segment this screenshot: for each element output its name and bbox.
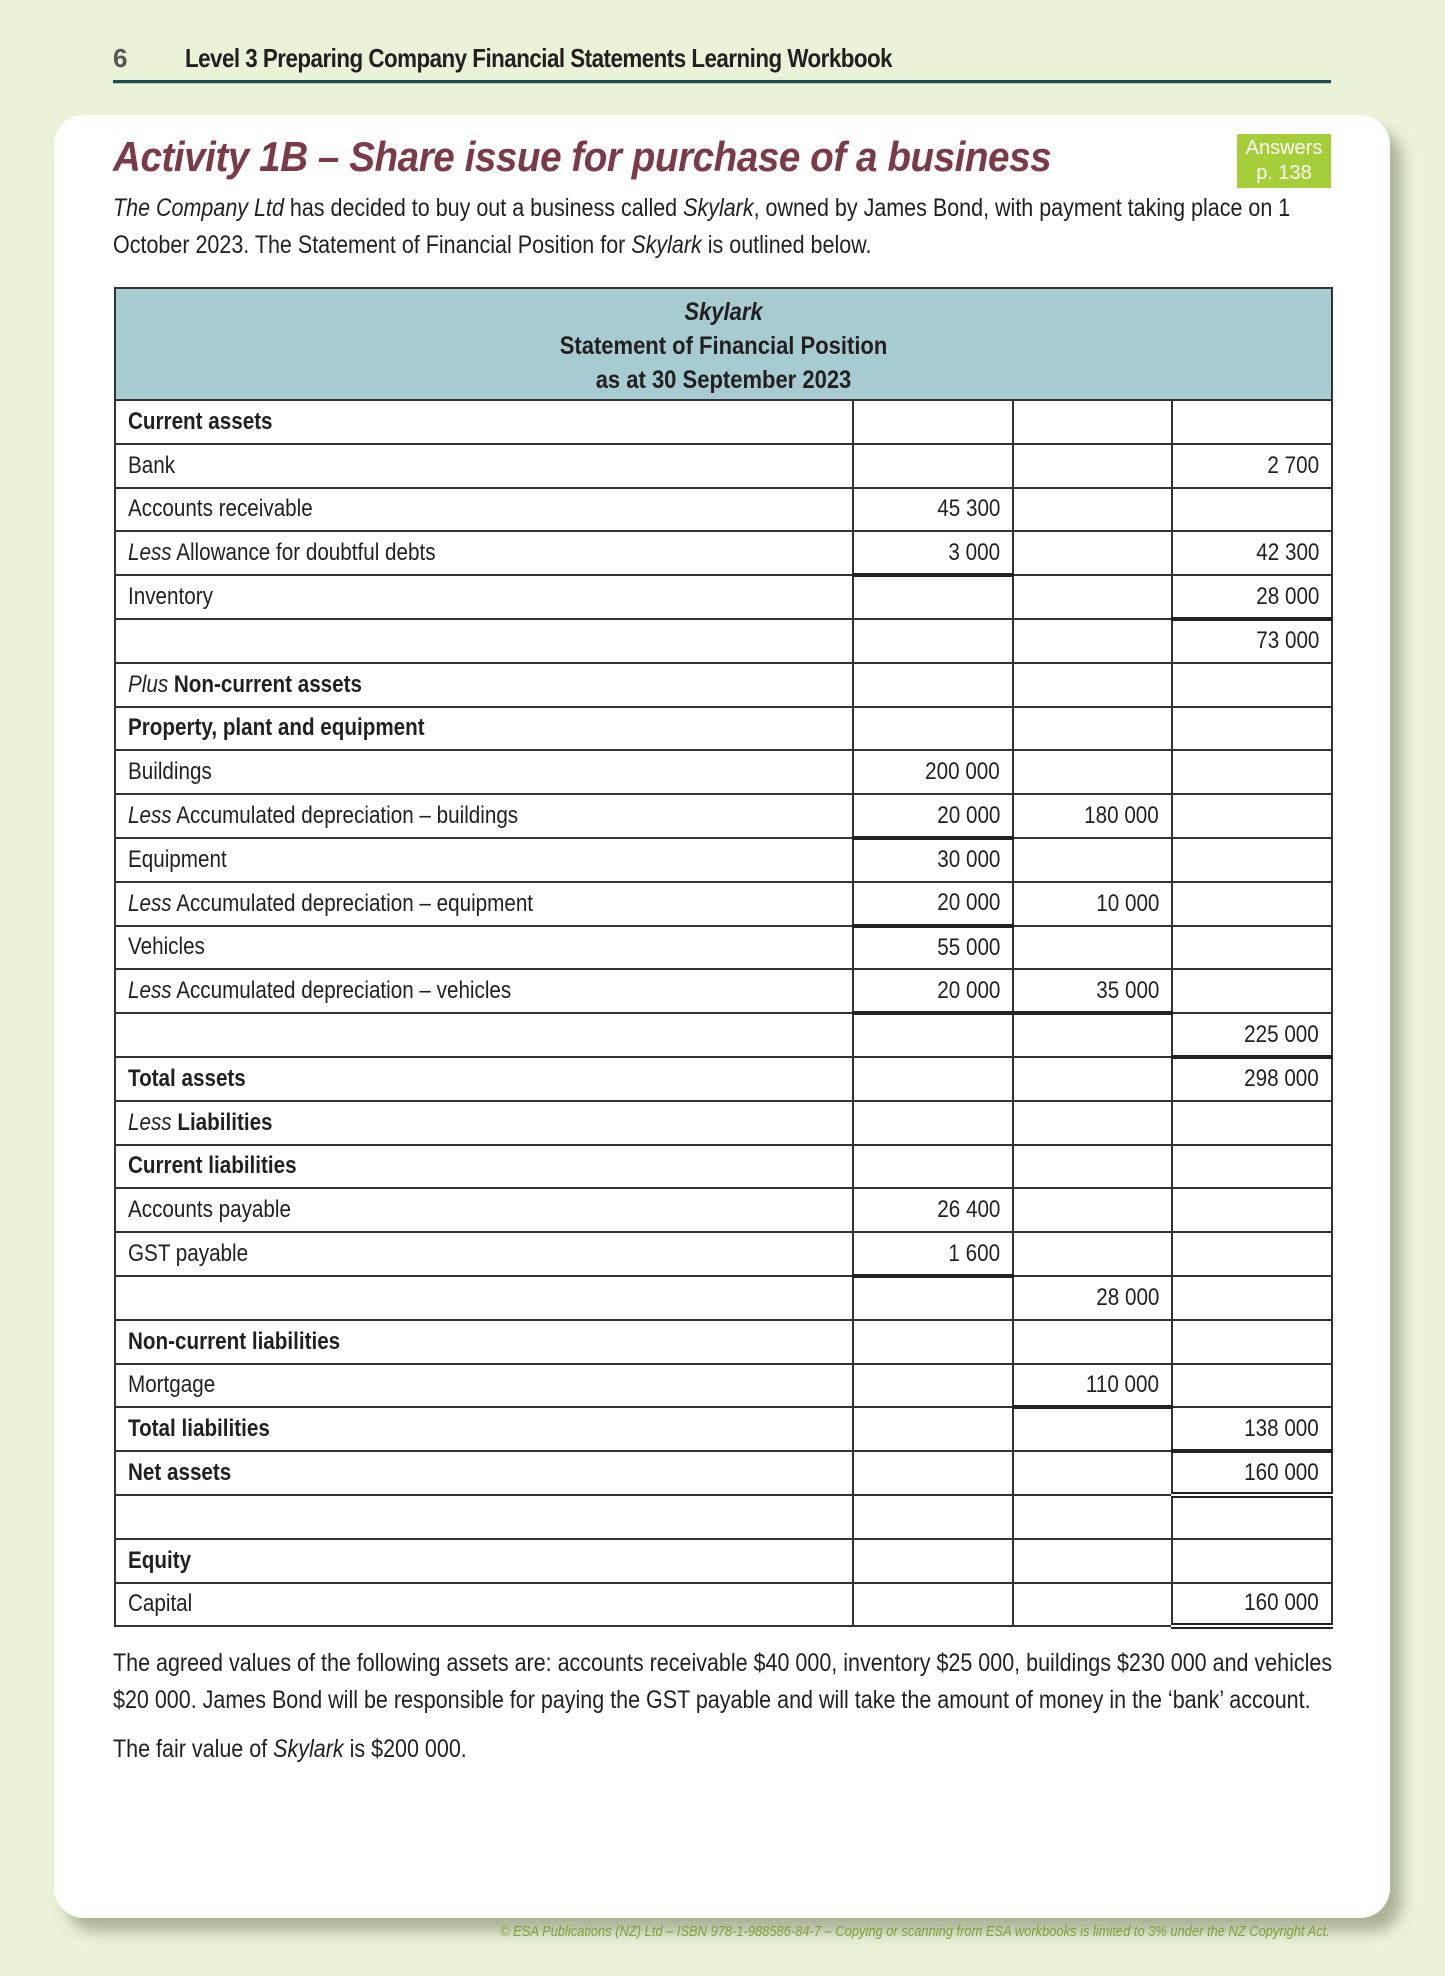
amount-cell-col2 xyxy=(1013,882,1172,926)
table-row xyxy=(115,838,1332,882)
row-label xyxy=(115,707,853,751)
table-row xyxy=(115,794,1332,838)
amount-value: 298 000 xyxy=(1244,1065,1320,1093)
business-name: Skylark xyxy=(273,1735,344,1763)
row-label-text: Accounts receivable xyxy=(128,495,313,523)
row-label xyxy=(115,1276,853,1320)
amount-cell-col2 xyxy=(1013,1583,1172,1627)
amount-cell-col2 xyxy=(1013,794,1172,838)
row-label xyxy=(115,1145,853,1189)
statement-date: as at 30 September 2023 xyxy=(595,366,852,394)
row-label-text: Property, plant and equipment xyxy=(128,714,425,742)
amount-cell-col1 xyxy=(853,663,1013,707)
row-label xyxy=(115,1057,853,1101)
table-row xyxy=(115,488,1332,532)
amount-cell-col2 xyxy=(1013,750,1172,794)
row-label xyxy=(115,400,853,444)
row-label xyxy=(115,444,853,488)
business-name: Skylark xyxy=(631,231,702,259)
answers-badge-page: p. 138 xyxy=(1256,162,1312,184)
amount-cell-col2 xyxy=(1013,1188,1172,1232)
row-label-text: Accumulated depreciation – buildings xyxy=(171,802,519,830)
amount-cell-col3 xyxy=(1172,575,1332,619)
row-label-text: Non-current liabilities xyxy=(128,1327,341,1355)
amount-cell-col3 xyxy=(1172,488,1332,532)
amount-cell-col2 xyxy=(1013,707,1172,751)
row-label xyxy=(115,1188,853,1232)
amount-cell-col1 xyxy=(853,794,1013,838)
row-label-text: Bank xyxy=(128,451,176,479)
amount-cell-col3 xyxy=(1172,531,1332,575)
amount-cell-col2 xyxy=(1013,575,1172,619)
row-label xyxy=(115,1364,853,1408)
copyright-footer: © ESA Publications (NZ) Ltd – ISBN 978-1-988586-84-7 – Copying or scanning from ESA workbooks is limited to 3% under the NZ Copyright Act. xyxy=(500,1923,1330,1940)
amount-cell-col2 xyxy=(1013,838,1172,882)
intro-paragraph xyxy=(113,190,1343,264)
amount-cell-col1 xyxy=(853,575,1013,619)
row-label xyxy=(115,969,853,1013)
amount-cell-col3 xyxy=(1172,1232,1332,1276)
row-label xyxy=(115,838,853,882)
row-label-text: Accumulated depreciation – equipment xyxy=(171,889,534,917)
row-label-text: Non-current assets xyxy=(168,670,363,698)
amount-cell-col1 xyxy=(853,1451,1013,1495)
amount-cell-col2 xyxy=(1013,1495,1172,1539)
amount-cell-col1 xyxy=(853,838,1013,882)
amount-cell-col3 xyxy=(1172,1583,1332,1627)
row-label-text: Net assets xyxy=(128,1459,232,1487)
row-label-text: Equity xyxy=(128,1546,192,1574)
amount-value: 35 000 xyxy=(1095,976,1159,1004)
table-row xyxy=(115,1101,1332,1145)
row-label xyxy=(115,1539,853,1583)
row-prefix: Less xyxy=(128,1108,172,1136)
amount-cell-col2 xyxy=(1013,1101,1172,1145)
amount-cell-col3 xyxy=(1172,619,1332,663)
company-name: The Company Ltd xyxy=(113,194,284,222)
row-label xyxy=(115,1232,853,1276)
amount-cell-col3 xyxy=(1172,750,1332,794)
amount-cell-col3 xyxy=(1172,794,1332,838)
amount-cell-col1 xyxy=(853,1013,1013,1057)
table-row xyxy=(115,531,1332,575)
amount-cell-col3 xyxy=(1172,1145,1332,1189)
table-row xyxy=(115,1188,1332,1232)
table-row xyxy=(115,1451,1332,1495)
row-label xyxy=(115,1320,853,1364)
page-number: 6 xyxy=(113,42,127,73)
amount-value: 55 000 xyxy=(936,933,1000,961)
amount-cell-col2 xyxy=(1013,1232,1172,1276)
amount-cell-col1 xyxy=(853,1188,1013,1232)
row-label-text: Mortgage xyxy=(128,1371,216,1399)
amount-value: 20 000 xyxy=(936,889,1000,917)
amount-value: 10 000 xyxy=(1095,889,1159,917)
book-title: Level 3 Preparing Company Financial Statements Learning Workbook xyxy=(185,42,893,73)
amount-cell-col3 xyxy=(1172,1188,1332,1232)
amount-cell-col2 xyxy=(1013,400,1172,444)
amount-cell-col2 xyxy=(1013,1013,1172,1057)
amount-cell-col3 xyxy=(1172,1013,1332,1057)
amount-cell-col1 xyxy=(853,882,1013,926)
amount-cell-col2 xyxy=(1013,1451,1172,1495)
row-label xyxy=(115,663,853,707)
table-row xyxy=(115,619,1332,663)
row-label-text: Inventory xyxy=(128,583,213,611)
amount-value: 20 000 xyxy=(936,976,1000,1004)
amount-cell-col2 xyxy=(1013,663,1172,707)
amount-cell-col2 xyxy=(1013,926,1172,970)
row-label-text: Buildings xyxy=(128,758,212,786)
amount-cell-col2 xyxy=(1013,1364,1172,1408)
row-label xyxy=(115,1013,853,1057)
amount-cell-col1 xyxy=(853,1407,1013,1451)
business-name: Skylark xyxy=(683,194,754,222)
amount-value: 180 000 xyxy=(1084,802,1159,830)
amount-cell-col2 xyxy=(1013,1057,1172,1101)
amount-cell-col2 xyxy=(1013,1407,1172,1451)
intro-text: has decided to buy out a business called xyxy=(283,194,684,222)
row-prefix: Less xyxy=(128,802,172,830)
table-row xyxy=(115,1013,1332,1057)
row-label xyxy=(115,619,853,663)
amount-value: 225 000 xyxy=(1244,1020,1320,1048)
row-label-text: Vehicles xyxy=(128,933,205,961)
amount-cell-col2 xyxy=(1013,1320,1172,1364)
amount-cell-col3 xyxy=(1172,882,1332,926)
table-row xyxy=(115,444,1332,488)
amount-cell-col1 xyxy=(853,1495,1013,1539)
table-row xyxy=(115,1232,1332,1276)
amount-cell-col3 xyxy=(1172,1407,1332,1451)
row-label-text: Liabilities xyxy=(171,1108,273,1136)
amount-cell-col1 xyxy=(853,1232,1013,1276)
amount-cell-col1 xyxy=(853,1057,1013,1101)
table-row xyxy=(115,663,1332,707)
row-prefix: Less xyxy=(128,889,172,917)
row-label xyxy=(115,1407,853,1451)
row-label-text: Equipment xyxy=(128,845,227,873)
table-row xyxy=(115,575,1332,619)
statement-of-financial-position-table xyxy=(114,287,1333,1629)
amount-cell-col3 xyxy=(1172,1057,1332,1101)
amount-cell-col1 xyxy=(853,1101,1013,1145)
amount-value: 73 000 xyxy=(1255,627,1320,655)
row-label-text: Capital xyxy=(128,1590,193,1618)
amount-cell-col2 xyxy=(1013,531,1172,575)
amount-cell-col1 xyxy=(853,444,1013,488)
amount-cell-col2 xyxy=(1013,619,1172,663)
row-label-text: Current liabilities xyxy=(128,1152,297,1180)
amount-cell-col1 xyxy=(853,1364,1013,1408)
row-label-text: GST payable xyxy=(128,1240,249,1268)
row-label xyxy=(115,1451,853,1495)
amount-value: 20 000 xyxy=(936,801,1000,829)
row-label-text: Total assets xyxy=(128,1064,246,1092)
answers-badge xyxy=(1237,134,1331,188)
row-label xyxy=(115,882,853,926)
table-row xyxy=(115,1495,1332,1539)
amount-cell-col2 xyxy=(1013,1539,1172,1583)
table-row xyxy=(115,926,1332,970)
amount-cell-col1 xyxy=(853,488,1013,532)
row-label xyxy=(115,926,853,970)
row-label xyxy=(115,531,853,575)
running-head xyxy=(113,32,1331,84)
row-label xyxy=(115,488,853,532)
amount-cell-col1 xyxy=(853,926,1013,970)
row-label xyxy=(115,1495,853,1539)
table-row xyxy=(115,1364,1332,1408)
table-row xyxy=(115,1057,1332,1101)
row-prefix: Plus xyxy=(128,670,169,698)
amount-cell-col3 xyxy=(1172,1276,1332,1320)
amount-cell-col3 xyxy=(1172,969,1332,1013)
row-label-text: Allowance for doubtful debts xyxy=(171,539,436,567)
row-label-text: Current assets xyxy=(128,407,273,435)
amount-cell-col1 xyxy=(853,1320,1013,1364)
amount-cell-col3 xyxy=(1172,926,1332,970)
table-row xyxy=(115,1583,1332,1627)
table-row xyxy=(115,1145,1332,1189)
row-label xyxy=(115,794,853,838)
amount-cell-col2 xyxy=(1013,488,1172,532)
amount-cell-col1 xyxy=(853,750,1013,794)
amount-cell-col2 xyxy=(1013,1276,1172,1320)
table-row xyxy=(115,1320,1332,1364)
amount-value: 26 400 xyxy=(936,1196,1000,1224)
row-label xyxy=(115,1101,853,1145)
amount-cell-col2 xyxy=(1013,1145,1172,1189)
amount-cell-col1 xyxy=(853,1583,1013,1627)
amount-cell-col3 xyxy=(1172,1101,1332,1145)
row-prefix: Less xyxy=(128,539,172,567)
amount-cell-col1 xyxy=(853,400,1013,444)
amount-value: 160 000 xyxy=(1244,1589,1320,1617)
amount-value: 30 000 xyxy=(936,846,1000,874)
answers-badge-label: Answers xyxy=(1245,137,1323,159)
intro-text: is outlined below. xyxy=(701,231,872,259)
amount-value: 138 000 xyxy=(1244,1414,1320,1442)
table-row xyxy=(115,400,1332,444)
amount-value: 28 000 xyxy=(1095,1283,1159,1311)
header-divider xyxy=(113,80,1331,84)
agreed-values-paragraph: The agreed values of the following assets are: accounts receivable $40 000, inventory $25 000, buildings $230 000 and vehicles $20 000. James Bond will be responsible for paying the GST payable and will take the amount of money in the ‘bank’ account. xyxy=(113,1649,1333,1714)
row-label-text: Accounts payable xyxy=(128,1196,291,1224)
amount-cell-col1 xyxy=(853,531,1013,575)
amount-cell-col1 xyxy=(853,1276,1013,1320)
amount-cell-col3 xyxy=(1172,1451,1332,1495)
table-row xyxy=(115,969,1332,1013)
table-row xyxy=(115,1276,1332,1320)
amount-cell-col2 xyxy=(1013,444,1172,488)
statement-entity: Skylark xyxy=(684,298,763,326)
amount-value: 3 000 xyxy=(948,538,1000,566)
table-row xyxy=(115,707,1332,751)
amount-cell-col1 xyxy=(853,969,1013,1013)
amount-value: 160 000 xyxy=(1244,1458,1320,1486)
amount-cell-col3 xyxy=(1172,1495,1332,1539)
amount-value: 42 300 xyxy=(1255,539,1320,567)
amount-cell-col2 xyxy=(1013,969,1172,1013)
fair-value-paragraph xyxy=(113,1731,1351,1768)
row-prefix: Less xyxy=(128,977,172,1005)
amount-value: 200 000 xyxy=(925,758,1000,786)
statement-heading xyxy=(115,288,1332,400)
amount-cell-col3 xyxy=(1172,1320,1332,1364)
amount-cell-col1 xyxy=(853,1145,1013,1189)
table-row xyxy=(115,882,1332,926)
row-label xyxy=(115,1583,853,1627)
amount-cell-col1 xyxy=(853,619,1013,663)
statement-title: Statement of Financial Position xyxy=(559,332,888,360)
table-row xyxy=(115,750,1332,794)
amount-cell-col3 xyxy=(1172,1364,1332,1408)
amount-cell-col3 xyxy=(1172,400,1332,444)
amount-cell-col3 xyxy=(1172,1539,1332,1583)
amount-cell-col1 xyxy=(853,707,1013,751)
amount-cell-col1 xyxy=(853,1539,1013,1583)
activity-title: Activity 1B – Share issue for purchase of a business xyxy=(113,133,1052,180)
amount-value: 1 600 xyxy=(948,1239,1000,1267)
row-label xyxy=(115,575,853,619)
amount-cell-col3 xyxy=(1172,663,1332,707)
table-row xyxy=(115,1407,1332,1451)
amount-value: 28 000 xyxy=(1255,582,1320,610)
amount-value: 45 300 xyxy=(936,495,1000,523)
amount-cell-col3 xyxy=(1172,707,1332,751)
notes xyxy=(113,1645,1351,1780)
row-label xyxy=(115,750,853,794)
intro-text: , owned by James Bond, with payment taking place on 1 October 2023. The Statement of Financial Position for xyxy=(113,194,1291,259)
table-row xyxy=(115,1539,1332,1583)
row-label-text: Accumulated depreciation – vehicles xyxy=(171,977,512,1005)
amount-cell-col3 xyxy=(1172,444,1332,488)
amount-value: 110 000 xyxy=(1085,1370,1159,1398)
fair-value-text: is $200 000. xyxy=(343,1735,467,1763)
fair-value-text: The fair value of xyxy=(113,1735,274,1763)
amount-cell-col3 xyxy=(1172,838,1332,882)
amount-value: 2 700 xyxy=(1267,451,1320,479)
row-label-text: Total liabilities xyxy=(128,1415,270,1443)
